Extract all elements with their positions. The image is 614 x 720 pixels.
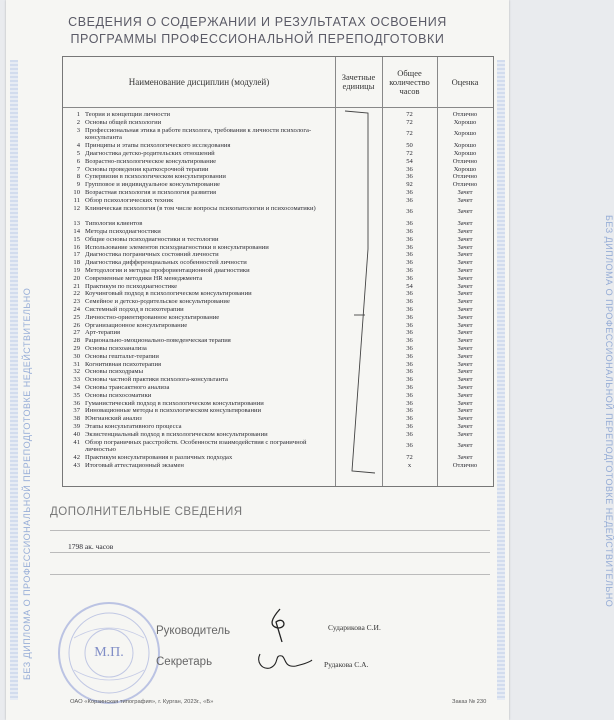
discipline-hours: 36 [406,407,413,415]
table-row [63,283,493,291]
row-number: 23 [73,298,80,306]
discipline-grade: Зачет [457,454,473,462]
discipline-name: Принципы и этапы психологического исследования [85,142,231,150]
discipline-hours: 36 [406,196,413,204]
table-row [63,142,493,150]
discipline-grade: Зачет [457,298,473,306]
discipline-hours: 36 [406,352,413,360]
table-row [63,407,493,415]
table-row [63,158,493,166]
discipline-name: Основы общей психологии [85,118,162,126]
discipline-hours: 36 [406,384,413,391]
discipline-name: Основы гештальт-терапии [85,352,159,360]
discipline-grade: Зачет [457,360,473,368]
discipline-hours: 36 [406,274,413,282]
table-row [63,306,493,314]
row-number: 39 [73,423,80,430]
discipline-hours: 36 [406,228,413,235]
discipline-hours: 36 [406,306,413,313]
discipline-hours: 36 [406,267,413,274]
discipline-name: Этапы консультативного процесса [85,423,182,430]
discipline-name: Личностно-ориентированное консультирование [85,313,220,321]
row-number: 6 [76,157,80,165]
discipline-grade: Зачет [457,251,473,259]
discipline-grade: Хорошо [453,165,477,173]
row-number: 40 [73,430,80,438]
row-number: 14 [73,228,80,235]
row-number: 24 [73,306,80,313]
row-number: 34 [73,384,80,391]
discipline-hours: 36 [406,360,413,368]
table-row [63,220,493,228]
row-number: 15 [73,235,80,243]
discipline-hours: 54 [406,282,413,290]
secretary-name: Рудакова С.А. [324,660,369,669]
header-credit-units: Зачетные единицы [341,72,376,91]
discipline-hours: 36 [406,415,413,423]
discipline-hours: 36 [406,251,413,259]
discipline-grade: Зачет [457,274,473,282]
table-row [63,228,493,236]
row-number: 21 [73,282,80,290]
discipline-name: Возрастная психология и психология развития [85,189,217,196]
discipline-name: Типология клиентов [85,220,143,228]
discipline-name: Общие основы психодиагностики и тестологии [85,235,219,243]
discipline-hours: 36 [406,391,413,399]
discipline-name: Групповое и индивидуальное консультирование [85,181,220,189]
discipline-grade: Зачет [457,376,473,384]
discipline-hours: 36 [406,337,413,345]
discipline-grade: Хорошо [453,150,477,157]
table-row [63,368,493,376]
document-title-line1: СВЕДЕНИЯ О СОДЕРЖАНИИ И РЕЗУЛЬТАТАХ ОСВОЕНИЯ [68,15,447,29]
right-guilloche-border [497,60,505,700]
discipline-hours: 72 [406,150,413,157]
discipline-grade: Зачет [457,243,473,251]
table-row [63,150,493,158]
row-number: 25 [73,313,80,321]
discipline-grade: Зачет [457,337,473,345]
table-row [63,166,493,174]
document-title-line2: ПРОГРАММЫ ПРОФЕССИОНАЛЬНОЙ ПЕРЕПОДГОТОВКИ [70,32,445,46]
row-number: 18 [73,259,80,267]
discipline-hours: 72 [406,118,413,126]
discipline-name: Рационально-эмоционально-поведенческая терапия [85,337,231,345]
table-row [63,415,493,423]
diploma-appendix-sheet [6,0,614,720]
row-number: 28 [73,337,80,345]
table-row [63,423,493,431]
discipline-hours: 36 [406,430,413,438]
row-number: 37 [73,407,80,415]
discipline-name: Семейное и детско-родительское консультирование [85,298,230,306]
discipline-grade: Зачет [457,189,473,196]
seal-mp-text: М.П. [94,645,124,660]
discipline-grade: Зачет [457,442,473,450]
head-signature [258,606,298,646]
discipline-grade: Зачет [457,399,473,407]
table-row [63,392,493,400]
row-number: 36 [73,399,80,407]
discipline-hours: 92 [406,181,413,189]
discipline-name: Практикум консультирования в различных подходах [85,454,233,462]
row-number: 11 [73,196,80,204]
discipline-hours: 36 [406,243,413,251]
table-row [63,181,493,189]
table-row [63,314,493,322]
printer-imprint: ОАО «Корзинская типография», г. Курган, 2023г., «Б» [70,699,214,705]
table-row [63,290,493,298]
discipline-name: Возрастно-психологическое консультирование [85,157,217,165]
table-row [63,189,493,197]
total-hours-value: 1798 ак. часов [68,542,114,551]
table-row [63,259,493,267]
discipline-grade: Зачет [457,228,473,235]
discipline-grade: Отлично [452,157,478,165]
table-row [63,111,493,119]
discipline-hours: 36 [406,189,413,196]
discipline-grade: Хорошо [453,142,477,150]
discipline-name: Супервизия в психологическом консультировании [85,173,226,181]
discipline-name: Основы трансактного анализа [85,384,170,391]
header-total-hours: Общее количество часов [389,67,430,96]
discipline-name: Клиническая психология (в том числе вопросы психопатологии и психосоматики) [85,204,316,212]
discipline-hours: 36 [406,259,413,267]
header-discipline-name: Наименование дисциплин (модулей) [128,76,270,87]
table-row [63,298,493,306]
row-number: 19 [73,267,80,274]
header-divider [63,107,493,108]
table-row [63,329,493,337]
row-number: 4 [76,142,80,150]
discipline-grade: Отлично [452,181,478,189]
discipline-hours: 36 [406,220,413,228]
discipline-hours: 36 [406,442,413,450]
row-number: 13 [73,220,80,228]
discipline-hours: x [407,462,412,469]
discipline-name: Основы частной практики психолога-консультанта [85,376,228,384]
table-row [63,462,493,470]
row-number: 35 [73,391,80,399]
row-number: 31 [73,360,80,368]
head-name: Сударикова С.И. [328,623,381,632]
discipline-grade: Хорошо [453,118,477,126]
table-row [63,205,493,221]
discipline-hours: 36 [406,345,413,352]
table-row [63,127,493,143]
discipline-grade: Зачет [457,220,473,228]
discipline-name: Практикум по психодиагностике [85,282,178,290]
row-number: 16 [73,243,80,251]
table-row [63,361,493,369]
discipline-grade: Зачет [457,345,473,352]
table-row [63,345,493,353]
additional-info-line [50,552,490,553]
round-seal [54,598,164,708]
table-row [63,267,493,275]
discipline-hours: 72 [406,130,413,138]
table-row [63,251,493,259]
discipline-name: Инновационные методы в психологическом консультировании [85,407,262,415]
table-row [63,197,493,205]
discipline-grade: Зачет [457,282,473,290]
discipline-grade: Зачет [457,368,473,376]
discipline-name: Коучинговый подход в психологическом консультировании [85,290,252,298]
row-number: 32 [73,368,80,376]
left-security-text: БЕЗ ДИПЛОМА О ПРОФЕССИОНАЛЬНОЙ ПЕРЕПОДГОТОВКЕ НЕДЕЙСТВИТЕЛЬНО [22,287,32,680]
discipline-grade: Зачет [457,259,473,267]
additional-info-line [50,574,490,575]
table-row [63,439,493,455]
additional-info-title: ДОПОЛНИТЕЛЬНЫЕ СВЕДЕНИЯ [50,506,243,518]
table-row [63,173,493,181]
discipline-hours: 36 [406,313,413,321]
discipline-hours: 36 [406,235,413,243]
discipline-grade: Зачет [457,208,473,216]
row-number: 29 [73,345,80,352]
row-number: 9 [76,181,80,189]
row-number: 22 [73,290,80,298]
discipline-grade: Зачет [457,329,473,337]
right-security-text: БЕЗ ДИПЛОМА О ПРОФЕССИОНАЛЬНОЙ ПЕРЕПОДГОТОВКЕ НЕДЕЙСТВИТЕЛЬНО [603,215,614,608]
order-number: Заказ № 230 [452,699,487,705]
discipline-grade: Отлично [452,111,478,118]
table-row [63,119,493,127]
row-number: 2 [76,118,80,126]
left-guilloche-border [10,60,18,700]
discipline-grade: Зачет [457,430,473,438]
discipline-grade: Зачет [457,407,473,415]
discipline-grade: Зачет [457,423,473,430]
discipline-name: Когнитивная психотерапия [85,360,162,368]
table-row [63,337,493,345]
discipline-grade: Зачет [457,313,473,321]
row-number: 1 [76,111,80,118]
discipline-name: Обзор пограничных расстройств. Особенности взаимодействия с пограничной личностью [85,438,307,453]
discipline-hours: 72 [406,111,413,118]
discipline-grade: Зачет [457,267,473,274]
row-number: 42 [73,454,80,462]
discipline-hours: 36 [406,165,413,173]
discipline-name: Гуманистический подход в психологическом консультировании [85,399,264,407]
table-row [63,322,493,330]
discipline-name: Теория и концепции личности [85,111,171,118]
row-number: 43 [73,462,80,469]
row-number: 20 [73,274,80,282]
table-row [63,353,493,361]
secretary-signature [252,648,314,676]
discipline-grade: Зачет [457,290,473,298]
discipline-name: Экзистенциальный подход в психологическом консультировании [85,430,268,438]
row-number: 12 [73,204,80,212]
discipline-hours: 36 [406,399,413,407]
discipline-hours: 36 [406,321,413,329]
discipline-grade: Зачет [457,196,473,204]
row-number: 38 [73,415,80,423]
discipline-name: Организационное консультирование [85,321,188,329]
discipline-hours: 50 [406,142,413,150]
discipline-hours: 36 [406,173,413,181]
discipline-name: Диагностика дифференциальных особенностей личности [85,259,247,267]
discipline-name: Использование элементов психодиагностики в консультировании [85,243,269,251]
discipline-name: Основы психосоматики [85,391,152,399]
discipline-grade: Зачет [457,306,473,313]
discipline-grade: Зачет [457,415,473,423]
row-number: 7 [76,165,80,173]
discipline-name: Методология и методы профориентационной диагностики [85,267,250,274]
row-number: 33 [73,376,80,384]
table-row [63,275,493,283]
discipline-hours: 54 [406,157,413,165]
additional-info-line [50,530,490,531]
discipline-hours: 72 [406,454,413,462]
head-label: Руководитель [156,625,231,637]
discipline-name: Юнгианский анализ [85,415,142,423]
discipline-name: Диагностика детско-родительских отношений [85,150,215,157]
discipline-name: Диагностика пограничных состояний личности [85,251,219,259]
row-number: 17 [73,251,80,259]
discipline-grade: Хорошо [453,130,477,138]
discipline-grade: Отлично [452,173,478,181]
row-number: 27 [73,329,80,337]
row-number: 41 [73,438,80,446]
discipline-name: Современные методики HR менеджмента [85,274,203,282]
discipline-name: Основы проведения краткосрочной терапии [85,165,209,173]
row-number: 26 [73,321,80,329]
discipline-name: Основы психоанализа [85,345,147,352]
header-grade: Оценка [451,76,479,87]
discipline-hours: 36 [406,329,413,337]
table-row [63,236,493,244]
table-row [63,376,493,384]
row-number: 8 [76,173,80,181]
row-number: 3 [76,126,80,134]
discipline-name: Методы психодиагностики [85,228,161,235]
discipline-hours: 36 [406,208,413,216]
discipline-hours: 36 [406,368,413,376]
discipline-name: Арт-терапия [85,329,121,337]
discipline-hours: 36 [406,290,413,298]
discipline-grade: Зачет [457,321,473,329]
row-number: 10 [73,189,80,196]
discipline-hours: 36 [406,423,413,430]
discipline-grade: Зачет [457,352,473,360]
row-number: 30 [73,352,80,360]
discipline-grade: Зачет [457,384,473,391]
discipline-grade: Отлично [452,462,478,469]
table-row [63,454,493,462]
table-row [63,244,493,252]
discipline-name: Итоговый аттестационный экзамен [85,462,184,469]
table-row [63,400,493,408]
table-row [63,384,493,392]
discipline-hours: 36 [406,376,413,384]
discipline-name: Системный подход в психотерапии [85,306,184,313]
table-row [63,431,493,439]
discipline-grade: Зачет [457,235,473,243]
discipline-name: Обзор психологических техник [85,196,174,204]
discipline-hours: 36 [406,298,413,306]
row-number: 5 [76,150,80,157]
discipline-name: Профессиональная этика в работе психолога, требования к личности психолога-консультанта [85,126,312,141]
secretary-label: Секретарь [156,656,213,668]
discipline-name: Основы психодрамы [85,368,144,376]
discipline-grade: Зачет [457,391,473,399]
disciplines-table [62,56,494,487]
